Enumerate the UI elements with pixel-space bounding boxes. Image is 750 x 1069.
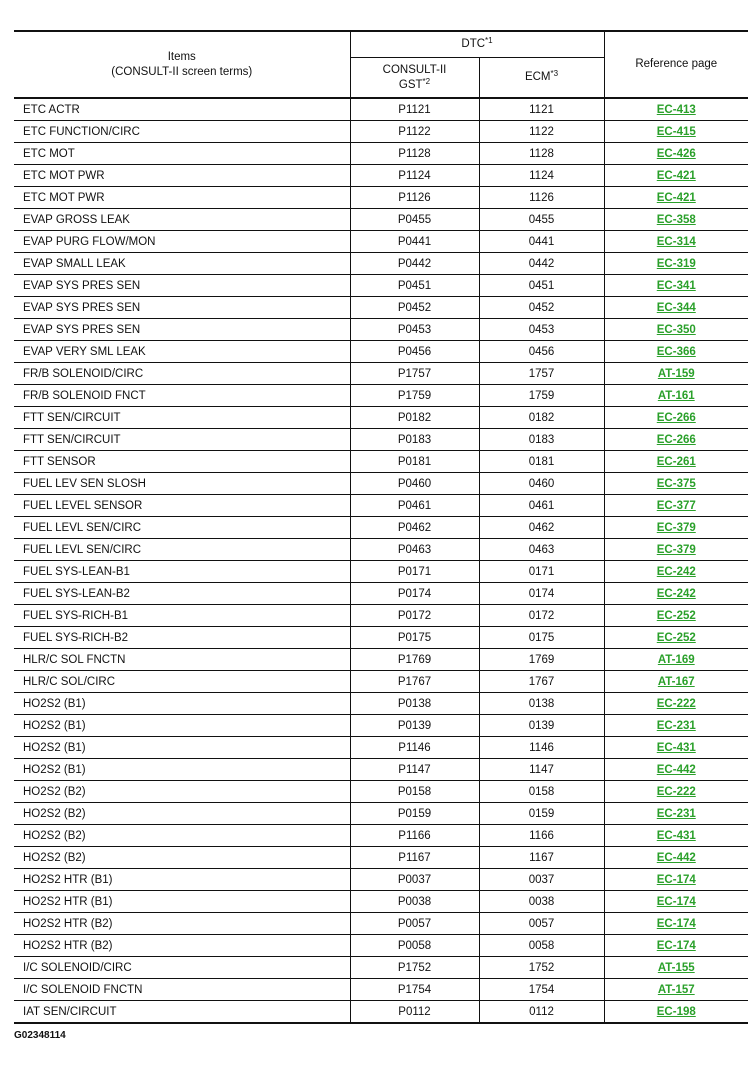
- consult-gst-code-cell: P0182: [350, 407, 479, 429]
- item-cell: HLR/C SOL FNCTN: [14, 649, 350, 671]
- item-cell: FR/B SOLENOID FNCT: [14, 385, 350, 407]
- consult-gst-code-cell: P0462: [350, 517, 479, 539]
- reference-cell: [604, 363, 748, 385]
- item-cell: EVAP VERY SML LEAK: [14, 341, 350, 363]
- item-cell: HO2S2 HTR (B1): [14, 891, 350, 913]
- consult-gst-code-cell: P1754: [350, 979, 479, 1001]
- table-row: [14, 737, 748, 759]
- reference-cell: [604, 913, 748, 935]
- ecm-code-cell: 0183: [479, 429, 604, 451]
- ecm-code-cell: 0460: [479, 473, 604, 495]
- item-cell: EVAP SYS PRES SEN: [14, 319, 350, 341]
- item-cell: HO2S2 (B1): [14, 737, 350, 759]
- item-cell: HO2S2 (B2): [14, 825, 350, 847]
- reference-cell: [604, 803, 748, 825]
- dtc-index-table: [14, 30, 748, 1024]
- reference-page-link[interactable]: AT-159: [657, 367, 695, 380]
- consult-gst-code-cell: P1146: [350, 737, 479, 759]
- item-cell: HO2S2 HTR (B1): [14, 869, 350, 891]
- items-header-line1: Items: [167, 50, 196, 63]
- item-cell: FUEL SYS-RICH-B2: [14, 627, 350, 649]
- ecm-code-cell: 1122: [479, 121, 604, 143]
- table-row: [14, 693, 748, 715]
- ecm-code-cell: 0182: [479, 407, 604, 429]
- reference-cell: [604, 231, 748, 253]
- consult-footnote-mark: *2: [422, 76, 431, 86]
- table-row: [14, 605, 748, 627]
- dtc-group-header: [350, 31, 604, 58]
- reference-column-header: [604, 31, 748, 98]
- dtc-footnote-mark: *1: [485, 36, 493, 45]
- reference-cell: [604, 979, 748, 1001]
- consult-gst-code-cell: P1166: [350, 825, 479, 847]
- item-cell: EVAP GROSS LEAK: [14, 209, 350, 231]
- item-cell: HO2S2 (B2): [14, 781, 350, 803]
- table-row: [14, 627, 748, 649]
- table-row: [14, 165, 748, 187]
- ecm-code-cell: 0463: [479, 539, 604, 561]
- consult-gst-code-cell: P0456: [350, 341, 479, 363]
- ecm-code-cell: 1752: [479, 957, 604, 979]
- reference-page-link[interactable]: EC-198: [656, 1005, 696, 1018]
- ecm-header-label: ECM: [524, 71, 551, 83]
- item-cell: HO2S2 (B1): [14, 759, 350, 781]
- table-row: [14, 495, 748, 517]
- reference-page-link[interactable]: EC-266: [656, 411, 696, 424]
- table-row: [14, 121, 748, 143]
- ecm-code-cell: 0452: [479, 297, 604, 319]
- table-header: [14, 31, 748, 98]
- reference-page-link[interactable]: EC-252: [656, 631, 696, 644]
- consult-gst-code-cell: P1757: [350, 363, 479, 385]
- ecm-code-cell: 1124: [479, 165, 604, 187]
- table-row: [14, 429, 748, 451]
- reference-page-link[interactable]: EC-375: [656, 477, 696, 490]
- consult-gst-code-cell: P0175: [350, 627, 479, 649]
- table-row: [14, 759, 748, 781]
- table-row: [14, 671, 748, 693]
- table-row: [14, 891, 748, 913]
- consult-gst-code-cell: P1124: [350, 165, 479, 187]
- consult-gst-code-cell: P0112: [350, 1001, 479, 1024]
- item-cell: HO2S2 (B2): [14, 803, 350, 825]
- item-cell: FUEL SYS-LEAN-B1: [14, 561, 350, 583]
- reference-header-label: Reference page: [635, 58, 718, 70]
- item-cell: HO2S2 (B1): [14, 715, 350, 737]
- reference-page-link[interactable]: EC-366: [656, 345, 696, 358]
- consult-gst-code-cell: P0037: [350, 869, 479, 891]
- item-cell: ETC MOT PWR: [14, 187, 350, 209]
- ecm-code-cell: 0441: [479, 231, 604, 253]
- consult-header-line2: GST: [398, 78, 423, 91]
- reference-cell: [604, 957, 748, 979]
- reference-cell: [604, 715, 748, 737]
- reference-page-link[interactable]: EC-242: [656, 587, 696, 600]
- consult-gst-code-cell: P0181: [350, 451, 479, 473]
- item-cell: HO2S2 HTR (B2): [14, 913, 350, 935]
- consult-gst-code-cell: P0058: [350, 935, 479, 957]
- item-cell: FTT SEN/CIRCUIT: [14, 407, 350, 429]
- consult-gst-code-cell: P0453: [350, 319, 479, 341]
- consult-gst-code-cell: P0057: [350, 913, 479, 935]
- reference-cell: [604, 165, 748, 187]
- consult-gst-code-cell: P0159: [350, 803, 479, 825]
- reference-page-link[interactable]: EC-222: [656, 697, 696, 710]
- ecm-code-cell: 1146: [479, 737, 604, 759]
- ecm-code-cell: 1126: [479, 187, 604, 209]
- item-cell: ETC ACTR: [14, 98, 350, 121]
- table-row: [14, 781, 748, 803]
- consult-gst-code-cell: P0455: [350, 209, 479, 231]
- items-column-header: [14, 31, 350, 98]
- reference-page-link[interactable]: EC-261: [656, 455, 696, 468]
- consult-gst-code-cell: P0463: [350, 539, 479, 561]
- item-cell: EVAP SYS PRES SEN: [14, 297, 350, 319]
- consult-gst-code-cell: P0158: [350, 781, 479, 803]
- reference-cell: [604, 429, 748, 451]
- consult-gst-code-cell: P0451: [350, 275, 479, 297]
- reference-cell: [604, 671, 748, 693]
- reference-page-link[interactable]: EC-415: [656, 125, 696, 138]
- table-row: [14, 253, 748, 275]
- reference-cell: [604, 385, 748, 407]
- item-cell: FUEL LEVL SEN/CIRC: [14, 517, 350, 539]
- reference-page-link[interactable]: EC-358: [656, 213, 696, 226]
- item-cell: HLR/C SOL/CIRC: [14, 671, 350, 693]
- table-row: [14, 825, 748, 847]
- table-row: [14, 385, 748, 407]
- consult-gst-code-cell: P0442: [350, 253, 479, 275]
- table-row: [14, 231, 748, 253]
- table-row: [14, 979, 748, 1001]
- item-cell: FUEL SYS-LEAN-B2: [14, 583, 350, 605]
- reference-cell: [604, 847, 748, 869]
- reference-page-link[interactable]: EC-174: [656, 873, 696, 886]
- ecm-code-cell: 0442: [479, 253, 604, 275]
- reference-page-link[interactable]: AT-157: [657, 983, 695, 996]
- consult-gst-code-cell: P0452: [350, 297, 479, 319]
- table-row: [14, 803, 748, 825]
- item-cell: FUEL SYS-RICH-B1: [14, 605, 350, 627]
- reference-cell: [604, 275, 748, 297]
- reference-cell: [604, 539, 748, 561]
- reference-page-link[interactable]: EC-222: [656, 785, 696, 798]
- reference-page-link[interactable]: EC-426: [656, 147, 696, 160]
- ecm-code-cell: 0171: [479, 561, 604, 583]
- reference-cell: [604, 627, 748, 649]
- item-cell: HO2S2 (B1): [14, 693, 350, 715]
- ecm-code-cell: 1128: [479, 143, 604, 165]
- ecm-code-cell: 1147: [479, 759, 604, 781]
- reference-cell: [604, 891, 748, 913]
- reference-page-link[interactable]: EC-319: [656, 257, 696, 270]
- table-row: [14, 913, 748, 935]
- table-row: [14, 715, 748, 737]
- reference-cell: [604, 407, 748, 429]
- table-row: [14, 869, 748, 891]
- reference-cell: [604, 583, 748, 605]
- ecm-code-cell: 1754: [479, 979, 604, 1001]
- reference-page-link[interactable]: EC-174: [656, 917, 696, 930]
- reference-page-link[interactable]: EC-231: [656, 719, 696, 732]
- consult-gst-code-cell: P1121: [350, 98, 479, 121]
- item-cell: ETC FUNCTION/CIRC: [14, 121, 350, 143]
- consult-gst-column-header: [350, 58, 479, 99]
- reference-page-link[interactable]: EC-174: [656, 895, 696, 908]
- item-cell: IAT SEN/CIRCUIT: [14, 1001, 350, 1024]
- reference-cell: [604, 693, 748, 715]
- ecm-code-cell: 0451: [479, 275, 604, 297]
- consult-gst-code-cell: P1752: [350, 957, 479, 979]
- ecm-code-cell: 1167: [479, 847, 604, 869]
- consult-gst-code-cell: P0138: [350, 693, 479, 715]
- item-cell: HO2S2 HTR (B2): [14, 935, 350, 957]
- ecm-code-cell: 0138: [479, 693, 604, 715]
- consult-gst-code-cell: P1122: [350, 121, 479, 143]
- ecm-code-cell: 1759: [479, 385, 604, 407]
- reference-page-link[interactable]: EC-442: [656, 851, 696, 864]
- consult-gst-code-cell: P1128: [350, 143, 479, 165]
- reference-page-link[interactable]: EC-421: [656, 169, 696, 182]
- reference-page-link[interactable]: EC-231: [656, 807, 696, 820]
- reference-cell: [604, 495, 748, 517]
- table-row: [14, 847, 748, 869]
- reference-cell: [604, 759, 748, 781]
- reference-cell: [604, 1001, 748, 1024]
- ecm-code-cell: 0058: [479, 935, 604, 957]
- figure-id-label: G02348114: [14, 1030, 66, 1041]
- table-row: [14, 209, 748, 231]
- reference-page-link[interactable]: EC-242: [656, 565, 696, 578]
- reference-page-link[interactable]: EC-421: [656, 191, 696, 204]
- consult-gst-code-cell: P1769: [350, 649, 479, 671]
- table-row: [14, 935, 748, 957]
- reference-cell: [604, 561, 748, 583]
- ecm-code-cell: 0461: [479, 495, 604, 517]
- consult-gst-code-cell: P0171: [350, 561, 479, 583]
- items-header-line2: (CONSULT-II screen terms): [111, 65, 253, 78]
- item-cell: FUEL LEVL SEN/CIRC: [14, 539, 350, 561]
- ecm-code-cell: 1121: [479, 98, 604, 121]
- ecm-code-cell: 0139: [479, 715, 604, 737]
- reference-cell: [604, 935, 748, 957]
- table-row: [14, 143, 748, 165]
- reference-cell: [604, 473, 748, 495]
- ecm-code-cell: 1166: [479, 825, 604, 847]
- reference-cell: [604, 341, 748, 363]
- item-cell: I/C SOLENOID FNCTN: [14, 979, 350, 1001]
- table-row: [14, 561, 748, 583]
- table-row: [14, 451, 748, 473]
- item-cell: I/C SOLENOID/CIRC: [14, 957, 350, 979]
- consult-gst-code-cell: P0461: [350, 495, 479, 517]
- reference-cell: [604, 781, 748, 803]
- consult-gst-code-cell: P0183: [350, 429, 479, 451]
- reference-cell: [604, 98, 748, 121]
- table-row: [14, 517, 748, 539]
- reference-cell: [604, 517, 748, 539]
- reference-cell: [604, 187, 748, 209]
- reference-page-link[interactable]: EC-266: [656, 433, 696, 446]
- reference-cell: [604, 869, 748, 891]
- ecm-code-cell: 0455: [479, 209, 604, 231]
- item-cell: EVAP PURG FLOW/MON: [14, 231, 350, 253]
- item-cell: FTT SENSOR: [14, 451, 350, 473]
- table-row: [14, 297, 748, 319]
- ecm-code-cell: 0174: [479, 583, 604, 605]
- reference-page-link[interactable]: EC-379: [656, 521, 696, 534]
- table-body: [14, 98, 748, 1023]
- consult-gst-code-cell: P0441: [350, 231, 479, 253]
- reference-page-link[interactable]: EC-341: [656, 279, 696, 292]
- table-row: [14, 583, 748, 605]
- reference-cell: [604, 605, 748, 627]
- item-cell: EVAP SMALL LEAK: [14, 253, 350, 275]
- dtc-header-label: DTC: [461, 38, 486, 50]
- reference-cell: [604, 319, 748, 341]
- table-row: [14, 319, 748, 341]
- ecm-code-cell: 0159: [479, 803, 604, 825]
- consult-gst-code-cell: P1767: [350, 671, 479, 693]
- item-cell: FUEL LEVEL SENSOR: [14, 495, 350, 517]
- table-row: [14, 473, 748, 495]
- reference-cell: [604, 825, 748, 847]
- reference-page-link[interactable]: EC-377: [656, 499, 696, 512]
- reference-page-link[interactable]: EC-379: [656, 543, 696, 556]
- ecm-code-cell: 0037: [479, 869, 604, 891]
- consult-gst-code-cell: P0139: [350, 715, 479, 737]
- reference-cell: [604, 143, 748, 165]
- consult-gst-code-cell: P0172: [350, 605, 479, 627]
- ecm-column-header: [479, 58, 604, 99]
- ecm-code-cell: 0456: [479, 341, 604, 363]
- ecm-code-cell: 1767: [479, 671, 604, 693]
- reference-page-link[interactable]: EC-350: [656, 323, 696, 336]
- table-row: [14, 1001, 748, 1024]
- item-cell: ETC MOT PWR: [14, 165, 350, 187]
- table-row: [14, 98, 748, 121]
- reference-page-link[interactable]: EC-174: [656, 939, 696, 952]
- reference-cell: [604, 209, 748, 231]
- table-row: [14, 187, 748, 209]
- reference-cell: [604, 297, 748, 319]
- table-row: [14, 957, 748, 979]
- item-cell: HO2S2 (B2): [14, 847, 350, 869]
- ecm-code-cell: 0158: [479, 781, 604, 803]
- reference-cell: [604, 649, 748, 671]
- item-cell: FR/B SOLENOID/CIRC: [14, 363, 350, 385]
- item-cell: FTT SEN/CIRCUIT: [14, 429, 350, 451]
- reference-page-link[interactable]: EC-431: [656, 741, 696, 754]
- reference-cell: [604, 451, 748, 473]
- ecm-code-cell: 0112: [479, 1001, 604, 1024]
- reference-cell: [604, 253, 748, 275]
- reference-page-link[interactable]: EC-314: [656, 235, 696, 248]
- table-row: [14, 407, 748, 429]
- consult-gst-code-cell: P0038: [350, 891, 479, 913]
- ecm-code-cell: 0181: [479, 451, 604, 473]
- ecm-code-cell: 1757: [479, 363, 604, 385]
- table-row: [14, 649, 748, 671]
- item-cell: ETC MOT: [14, 143, 350, 165]
- table-row: [14, 363, 748, 385]
- dtc-table-document: [14, 30, 748, 1024]
- ecm-code-cell: 0038: [479, 891, 604, 913]
- item-cell: EVAP SYS PRES SEN: [14, 275, 350, 297]
- consult-gst-code-cell: P1167: [350, 847, 479, 869]
- reference-cell: [604, 121, 748, 143]
- ecm-code-cell: 0453: [479, 319, 604, 341]
- consult-gst-code-cell: P1147: [350, 759, 479, 781]
- reference-page-link[interactable]: EC-413: [656, 103, 696, 116]
- consult-gst-code-cell: P1759: [350, 385, 479, 407]
- ecm-code-cell: 0175: [479, 627, 604, 649]
- ecm-code-cell: 0172: [479, 605, 604, 627]
- table-row: [14, 539, 748, 561]
- ecm-code-cell: 0057: [479, 913, 604, 935]
- reference-page-link[interactable]: AT-167: [657, 675, 695, 688]
- reference-page-link[interactable]: AT-155: [657, 961, 695, 974]
- consult-header-line1: CONSULT-II: [382, 63, 447, 76]
- reference-page-link[interactable]: EC-344: [656, 301, 696, 314]
- consult-gst-code-cell: P0460: [350, 473, 479, 495]
- reference-page-link[interactable]: EC-252: [656, 609, 696, 622]
- reference-page-link[interactable]: AT-169: [657, 653, 695, 666]
- reference-page-link[interactable]: AT-161: [657, 389, 695, 402]
- table-row: [14, 275, 748, 297]
- table-row: [14, 341, 748, 363]
- consult-gst-code-cell: P1126: [350, 187, 479, 209]
- reference-page-link[interactable]: EC-431: [656, 829, 696, 842]
- ecm-code-cell: 1769: [479, 649, 604, 671]
- ecm-footnote-mark: *3: [550, 69, 559, 78]
- item-cell: FUEL LEV SEN SLOSH: [14, 473, 350, 495]
- consult-gst-code-cell: P0174: [350, 583, 479, 605]
- ecm-code-cell: 0462: [479, 517, 604, 539]
- reference-page-link[interactable]: EC-442: [656, 763, 696, 776]
- reference-cell: [604, 737, 748, 759]
